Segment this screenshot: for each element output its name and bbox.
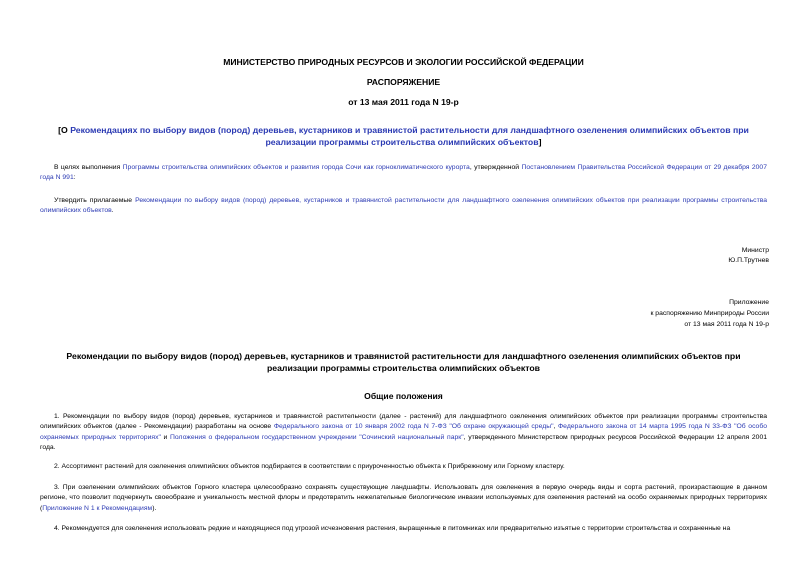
p1-text-2: , <box>553 423 559 431</box>
title-bracket-close: ] <box>538 137 542 147</box>
p1-text-4: , утвержденного Министерством природных ресурсов Российской Федерации 12 апреля 2001 года. <box>40 433 768 451</box>
approve-text-2: . <box>111 207 114 215</box>
federal-law-33-link[interactable]: Федерального закона от 14 марта 1995 года N 33-ФЗ "Об особо охраняемых природных территориях" <box>40 423 767 441</box>
intro-text-3: : <box>73 174 76 182</box>
doc-date: от 13 мая 2011 года N 19-р <box>348 97 459 107</box>
appendix-line-2: к распоряжению Минприроды России <box>650 310 769 317</box>
p3-text-1: 3. При озеленении олимпийских объектов Горного кластера целесообразно сохранять существующие ландшафты. Использовать для озеленения в первую очередь виды и сорта растений, произрастающие в данном регионе, что позволит подчеркнуть своеобразие и уникальность местной флоры и предотвратить нежелательные биологические инвазии используемых для озеленения растений на особо охраняемых природных территориях ( <box>40 484 767 512</box>
appendix-line-1: Приложение <box>729 299 769 306</box>
signature-name: Ю.П.Трутнев <box>728 257 769 264</box>
national-park-regulation-link[interactable]: Положения о федеральном государственном учреждении "Сочинский национальный парк" <box>170 433 464 441</box>
program-link[interactable]: Программы строительства олимпийских объектов и развития города Сочи как горноклиматического курорта <box>122 164 470 171</box>
federal-law-7-link[interactable]: Федерального закона от 10 января 2002 года N 7-ФЗ "Об охране окружающей среды" <box>273 423 554 431</box>
appendix-line-3: от 13 мая 2011 года N 19-р <box>684 321 769 328</box>
recommendations-link[interactable]: Рекомендации по выбору видов (пород) деревьев, кустарников и травянистой растительности для ландшафтного озеленения олимпийских объектов при реализации программы строительства олимпийских объектов <box>40 197 768 215</box>
signature-role: Министр <box>741 247 769 254</box>
p1-text-1: 1. Рекомендации по выбору видов (пород) деревьев, кустарников и травянистой растительности (далее - растений) для ландшафтного озеленения олимпийских объектов при реализации программы строительства олимпийских объектов (далее - Рекомендации) разработаны на основе <box>40 413 767 431</box>
paragraph-3 <box>40 483 767 514</box>
paragraph-1 <box>40 412 767 453</box>
approve-text-1: Утвердить прилагаемые <box>54 197 136 204</box>
intro-paragraph <box>40 163 767 184</box>
section-heading-general: Общие положения <box>364 391 443 401</box>
intro-text-2: , утвержденной <box>469 164 522 171</box>
government-decree-link[interactable]: Постановлением Правительства Российской Федерации от 29 декабря 2007 года N 991 <box>40 164 767 182</box>
title-bracket-open: [О <box>58 125 71 135</box>
p3-text-2: ). <box>152 504 157 512</box>
recommendations-title: Рекомендации по выбору видов (пород) деревьев, кустарников и травянистой растительности для ландшафтного озеленения олимпийских объектов при реализации программы строительства олимпийских объектов <box>66 351 741 373</box>
paragraph-4: 4. Рекомендуется для озеленения использовать редкие и находящиеся под угрозой исчезновения растения, выращенные в питомниках или предварительно изъятые с территории строительства и сохраненные на <box>54 525 731 532</box>
appendix-1-link[interactable]: Приложение N 1 к Рекомендациям <box>42 504 153 512</box>
ministry-heading: МИНИСТЕРСТВО ПРИРОДНЫХ РЕСУРСОВ И ЭКОЛОГИИ РОССИЙСКОЙ ФЕДЕРАЦИИ <box>223 57 584 67</box>
approve-paragraph <box>40 196 767 217</box>
document-title <box>40 124 767 148</box>
paragraph-2: 2. Ассортимент растений для озеленения олимпийских объектов подбирается в соответствии с приуроченностью объекта к Прибрежному или Горному кластеру. <box>54 463 565 470</box>
doc-type-heading: РАСПОРЯЖЕНИЕ <box>366 77 441 87</box>
title-link[interactable]: Рекомендациях по выбору видов (пород) деревьев, кустарников и травянистой растительности для ландшафтного озеленения олимпийских объектов при реализации программы строительства олимпийских объектов <box>70 125 749 147</box>
p1-text-3: и <box>160 433 171 441</box>
intro-text-1: В целях выполнения <box>54 164 123 171</box>
